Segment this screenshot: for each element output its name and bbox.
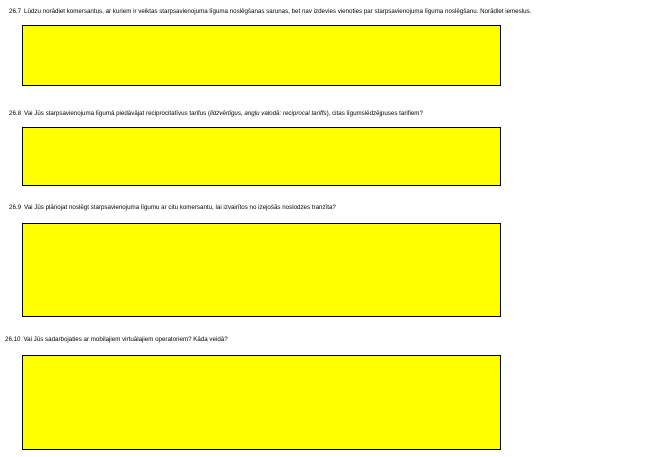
question-text: Vai Jūs starpsavienojuma līgumā piedāvājat reciprocitatīvus tarifus ( (24, 110, 210, 117)
question-text: Lūdzu norādiet komersantus, ar kuriem ir veiktas starpsavienojuma līguma noslēgšanas sarunas, bet nav izdevies vienoties par starpsavienojuma līguma noslēgšanu. Norādiet iemeslus. (24, 8, 532, 15)
question-text-italic: līdzvērtīgus, angļu valodā: reciprocal tariffs (210, 110, 327, 117)
answer-field-26-8[interactable] (22, 127, 501, 186)
question-26-8 (9, 110, 423, 118)
question-26-10 (5, 336, 228, 344)
question-text: Vai Jūs sadarbojaties ar mobilajiem virtuālajiem operatoriem? Kāda veidā? (23, 336, 228, 343)
question-text-end: ), citas līgumslēdzējpuses tarifiem? (326, 110, 423, 117)
question-26-9 (9, 204, 336, 212)
question-26-7 (9, 8, 531, 16)
question-number: 26.7 (9, 8, 22, 15)
question-text: Vai Jūs plānojat noslēgt starpsavienojuma līgumu ar citu komersantu, lai izvairītos no izejošās noslodzes tranzīta? (24, 204, 336, 211)
question-number: 26.8 (9, 110, 22, 117)
question-number: 26.10 (5, 336, 21, 343)
question-number: 26.9 (9, 204, 22, 211)
answer-field-26-7[interactable] (22, 25, 501, 86)
answer-field-26-9[interactable] (22, 223, 501, 317)
answer-field-26-10[interactable] (22, 355, 501, 450)
